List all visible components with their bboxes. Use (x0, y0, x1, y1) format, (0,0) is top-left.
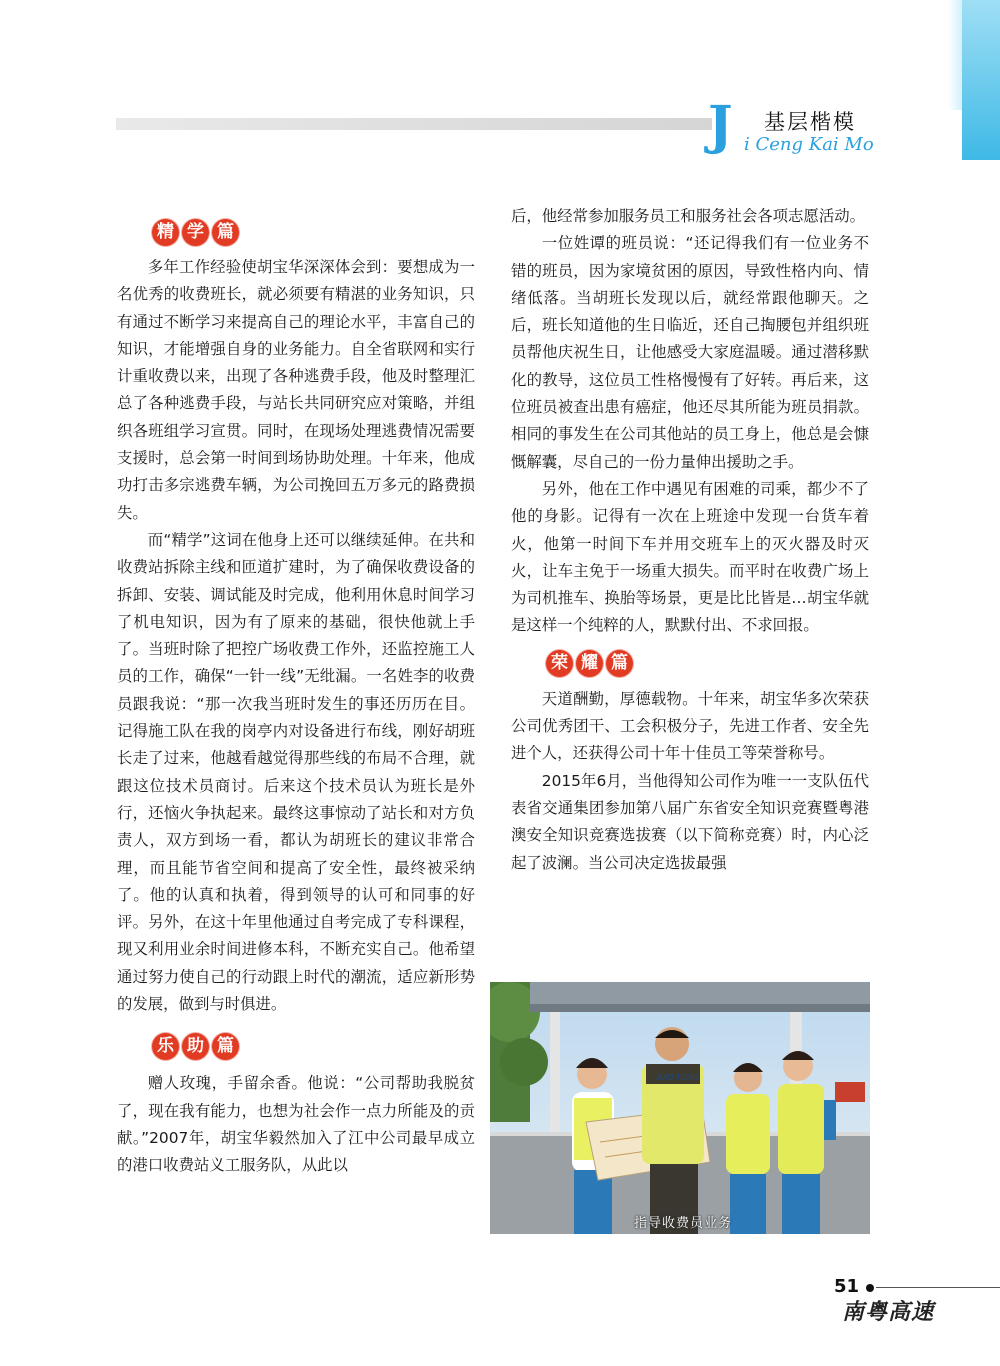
paragraph: 另外，他在工作中遇见有困难的司乘，都少不了他的身影。记得有一次在上班途中发现一台货车着火，他第一时间下车并用交班车上的灭火器及时灭火，让车主免于一场重大损失。而平时在收费广场上为司机推车、换胎等场景，更是比比皆是…胡宝华就是这样一个纯粹的人，默默付出、不求回报。 (511, 479, 869, 635)
logo-letter: J (708, 95, 733, 156)
paragraph: 后，他经常参加服务员工和服务社会各项志愿活动。 (511, 207, 865, 225)
section-heading-rongyao (546, 648, 869, 680)
footer-rule (876, 1287, 1000, 1288)
section-heading-jingxue (152, 216, 239, 248)
corner-tab-decoration (962, 0, 1000, 160)
section-heading-char: 篇 (212, 1033, 239, 1060)
photo-caption: 指导收费员业务 (634, 1216, 733, 1231)
page-dot-decoration (866, 1284, 874, 1292)
paragraph: 一位姓谭的班员说：“还记得我们有一位业务不错的班员，因为家境贫困的原因，导致性格内向、情绪低落。当胡班长发现以后，就经常跟他聊天。之后，班长知道他的生日临近，还自己掏腰包并组织班员帮他庆祝生日，让他感受大家庭温暖。通过潜移默化的教导，这位员工性格慢慢有了好转。再后来，这位班员被查出患有癌症，他还尽其所能为班员捐款。相同的事发生在公司其他站的员工身上，他总是会慷慨解囊，尽自己的一份力量伸出援助之手。 (511, 234, 869, 471)
section-heading-char: 精 (152, 219, 179, 246)
paragraph: 多年工作经验使胡宝华深深体会到：要想成为一名优秀的收费班长，就必须要有精湛的业务知识，只有通过不断学习来提高自己的理论水平，丰富自己的知识，才能增强自身的业务能力。自全省联网和实行计重收费以来，出现了各种逃费手段，他及时整理汇总了各种逃费手段，与站长共同研究应对策略，并组织各班组学习宣贯。同时，在现场处理逃费情况需要支援时，总会第一时间到场协助处理。十年来，他成功打击多宗逃费车辆，为公司挽回五万多元的路费损失。 (117, 258, 475, 522)
column-pinyin: i Ceng Kai Mo (744, 134, 874, 155)
section-heading-char: 篇 (212, 219, 239, 246)
section-heading-char: 荣 (546, 650, 573, 677)
column-title: 基层楷模 (764, 110, 856, 134)
section-heading-char: 学 (182, 219, 209, 246)
vest-label: JIAO TONG (656, 1073, 699, 1082)
header-bar (116, 118, 712, 130)
article-photo (490, 982, 870, 1234)
section-heading-char: 篇 (606, 650, 633, 677)
section-heading-char: 助 (182, 1033, 209, 1060)
corner-fade-decoration (948, 0, 962, 110)
page-number: 51 (834, 1276, 860, 1297)
paragraph: 赠人玫瑰，手留余香。他说：“公司帮助我脱贫了，现在我有能力，也想为社会作一点力所能及的贡献。”2007年，胡宝华毅然加入了江中公司最早成立的港口收费站义工服务队，从此以 (117, 1074, 475, 1175)
photo-illustration (490, 982, 870, 1234)
left-column (117, 254, 475, 1180)
magazine-title: 南粤高速 (842, 1299, 935, 1325)
paragraph: 而“精学”这词在他身上还可以继续延伸。在共和收费站拆除主线和匝道扩建时，为了确保收费设备的拆卸、安装、调试能及时完成，他利用休息时间学习了机电知识，因为有了原来的基础，很快他就上手了。当班时除了把控广场收费工作外，还监控施工人员的工作，确保“一针一线”无纰漏。一名姓李的收费员跟我说：“那一次我当班时发生的事还历历在目。记得施工队在我的岗亭内对设备进行布线，刚好胡班长走了过来，他越看越觉得那些线的布局不合理，就跟这位技术员商讨。后来这个技术员认为班长是外行，还恼火争执起来。最终这事惊动了站长和对方负责人，双方到场一看，都认为胡班长的建议非常合理，而且能节省空间和提高了安全性，最终被采纳了。他的认真和执着，得到领导的认可和同事的好评。另外，在这十年里他通过自考完成了专科课程，现又利用业余时间进修本科，不断充实自己。他希望通过努力使自己的行动跟上时代的潮流，适应新形势的发展，做到与时俱进。 (117, 530, 475, 1014)
right-column (511, 203, 869, 877)
section-heading-lezhu (152, 1030, 475, 1062)
paragraph: 天道酬勤，厚德载物。十年来，胡宝华多次荣获公司优秀团干、工会积极分子，先进工作者、安全先进个人，还获得公司十年十佳员工等荣誉称号。 (511, 689, 869, 763)
paragraph: 2015年6月，当他得知公司作为唯一一支队伍代表省交通集团参加第八届广东省安全知识竞赛暨粤港澳安全知识竞赛选拔赛（以下简称竞赛）时，内心泛起了波澜。当公司决定选拔最强 (511, 771, 869, 872)
section-heading-char: 耀 (576, 650, 603, 677)
section-heading-char: 乐 (152, 1033, 179, 1060)
column-logo (706, 95, 886, 160)
